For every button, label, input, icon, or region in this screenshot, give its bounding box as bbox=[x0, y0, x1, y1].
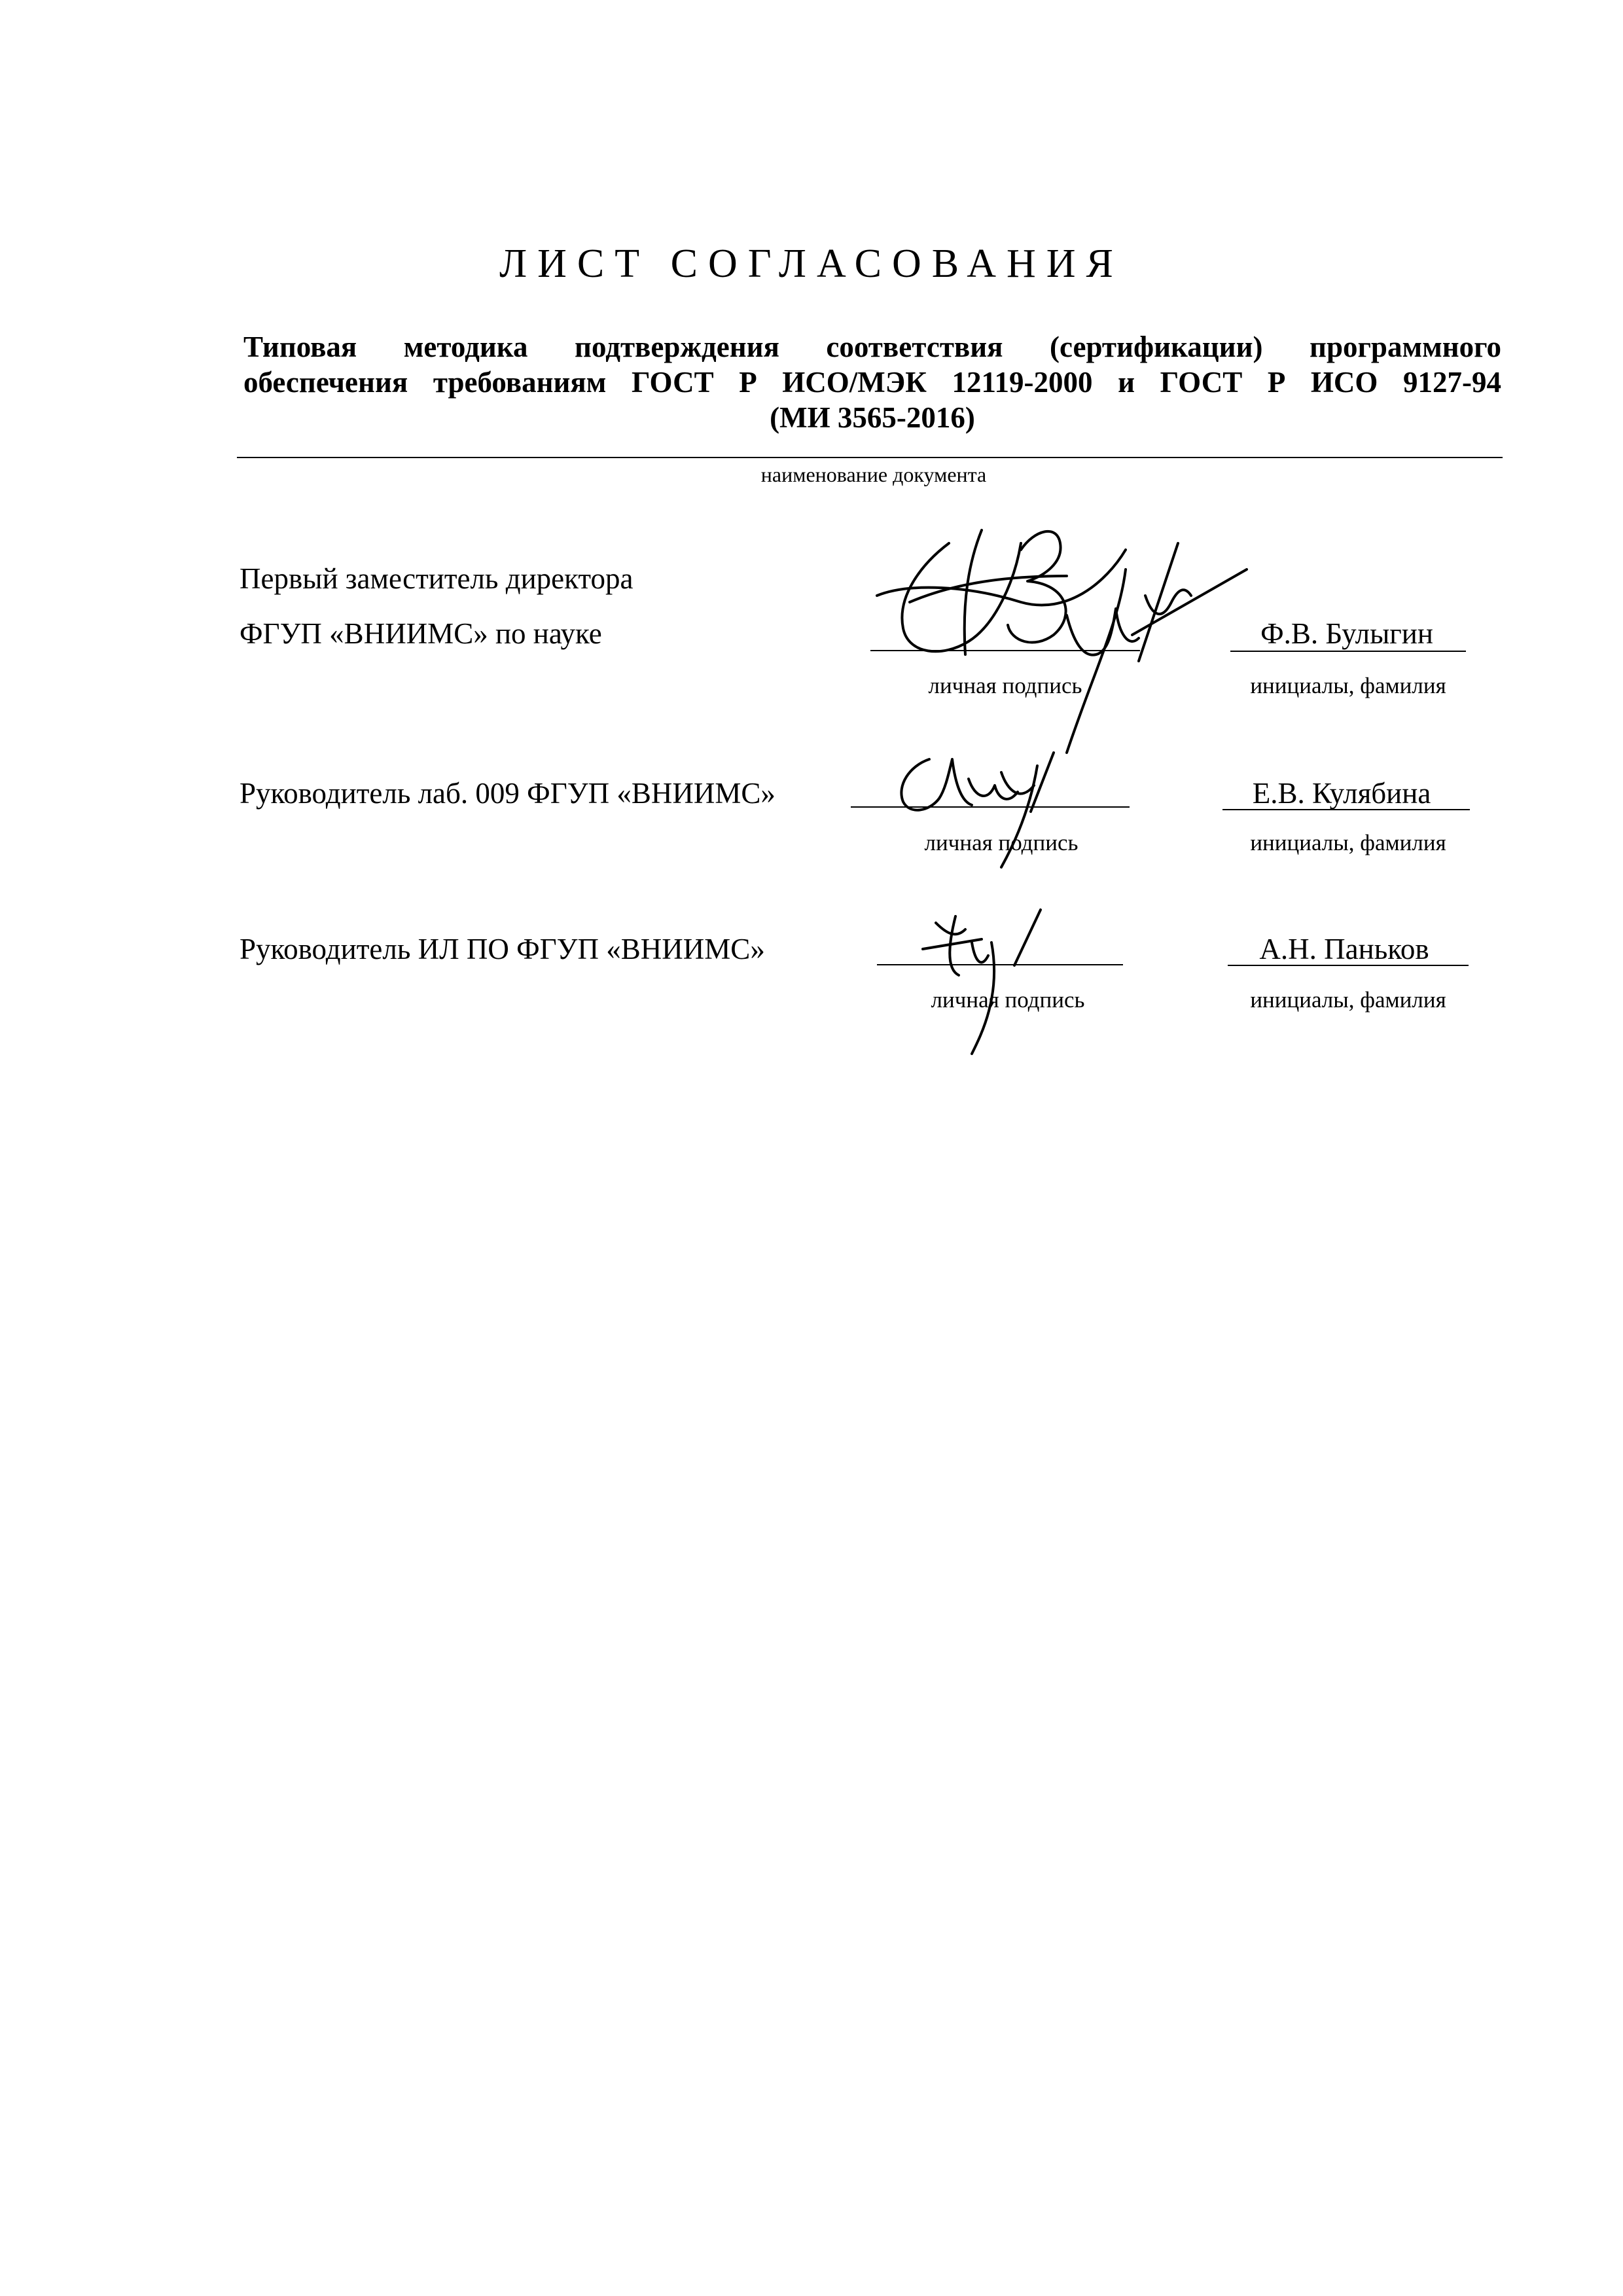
signatory-3-signature bbox=[910, 903, 1067, 1060]
signatory-3-name: А.Н. Паньков bbox=[1259, 933, 1429, 965]
signatory-2-signature bbox=[890, 740, 1086, 870]
signatory-2-position-line-1: Руководитель лаб. 009 ФГУП «ВНИИМС» bbox=[240, 777, 776, 810]
signatory-2-name-caption: инициалы, фамилия bbox=[1250, 830, 1446, 855]
signatory-3-position-line-1: Руководитель ИЛ ПО ФГУП «ВНИИМС» bbox=[240, 933, 765, 965]
signatory-1-signature bbox=[870, 504, 1276, 779]
signatory-2-signature-caption: личная подпись bbox=[924, 830, 1079, 855]
page-title: ЛИСТ СОГЛАСОВАНИЯ bbox=[499, 242, 1124, 286]
signatory-2-name-rule bbox=[1222, 809, 1470, 810]
signatory-2-name: Е.В. Кулябина bbox=[1252, 777, 1431, 810]
signatory-3-signature-caption: личная подпись bbox=[931, 987, 1085, 1013]
signatory-3-name-rule bbox=[1228, 965, 1469, 966]
document-name-rule bbox=[237, 457, 1503, 458]
signatory-1-signature-caption: личная подпись bbox=[928, 673, 1082, 698]
document-name bbox=[243, 329, 1501, 435]
document-name-line-2: обеспечения требованиям ГОСТ Р ИСО/МЭК 12119-2000 и ГОСТ Р ИСО 9127-94 bbox=[243, 366, 1501, 399]
document-name-line-3: (МИ 3565-2016) bbox=[770, 401, 975, 434]
signatory-1-position-line-1: Первый заместитель директора bbox=[240, 562, 633, 595]
signatory-3-name-caption: инициалы, фамилия bbox=[1250, 987, 1446, 1013]
document-name-caption: наименование документа bbox=[760, 463, 987, 486]
signatory-1-name-caption: инициалы, фамилия bbox=[1250, 673, 1446, 698]
signatory-1-name: Ф.В. Булыгин bbox=[1260, 617, 1433, 650]
signatory-1-position-line-2: ФГУП «ВНИИМС» по науке bbox=[240, 617, 602, 650]
document-name-line-1: Типовая методика подтверждения соответствия (сертификации) программного bbox=[243, 331, 1501, 363]
